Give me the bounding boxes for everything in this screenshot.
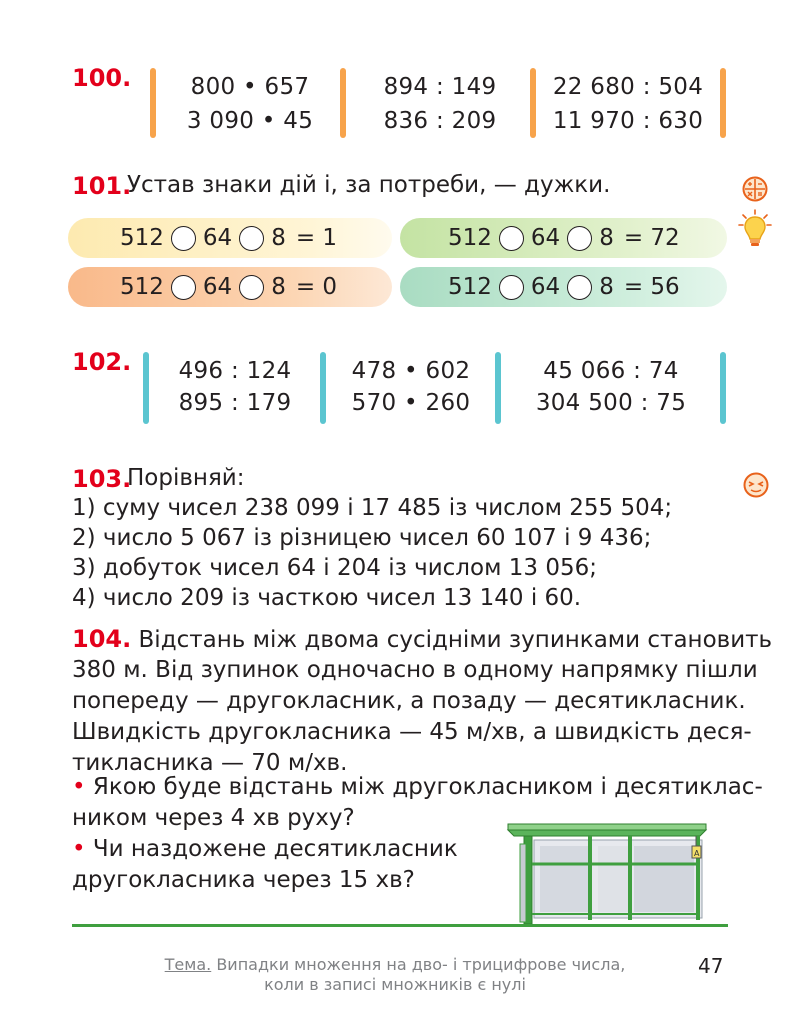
task-100-expr: 894 : 149 xyxy=(383,74,497,100)
svg-text:A: A xyxy=(694,849,700,858)
task-100-number: 100. xyxy=(72,64,132,92)
operand: 64 xyxy=(530,225,561,251)
operation-blank[interactable] xyxy=(499,226,524,251)
equation-4 xyxy=(400,267,727,307)
task-102-expr: 478 • 602 xyxy=(351,358,471,384)
divider xyxy=(495,352,501,424)
operand: 64 xyxy=(530,274,561,300)
task-100-expr: 3 090 • 45 xyxy=(186,108,314,134)
task-104-number: 104. xyxy=(72,625,132,653)
task-101-text: Устав знаки дій і, за потреби, — дужки. xyxy=(127,172,611,198)
operation-blank[interactable] xyxy=(499,275,524,300)
task-104-question-2-cont: другокласника через 15 хв? xyxy=(72,867,415,893)
bullet-icon: • xyxy=(72,774,86,800)
question-text: Якою буде відстань між другокласником і десятиклас- xyxy=(92,774,763,800)
task-104-line: Швидкість другокласника — 45 м/хв, а швидкість деся- xyxy=(72,719,752,745)
task-102-expr: 570 • 260 xyxy=(351,390,471,416)
divider xyxy=(720,68,726,138)
task-104-line xyxy=(72,625,773,653)
operand: 512 xyxy=(120,225,164,251)
operand: 8 xyxy=(271,274,286,300)
equation-1 xyxy=(68,218,392,258)
bullet-icon: • xyxy=(72,836,86,862)
result: = 0 xyxy=(295,274,338,300)
operand: 512 xyxy=(120,274,164,300)
task-102-expr: 895 : 179 xyxy=(178,390,292,416)
operation-blank[interactable] xyxy=(567,275,592,300)
operand: 8 xyxy=(599,225,614,251)
divider xyxy=(143,352,149,424)
operand: 64 xyxy=(202,274,233,300)
task-101-number: 101. xyxy=(72,172,132,200)
task-102-expr: 496 : 124 xyxy=(178,358,292,384)
task-100-expr: 22 680 : 504 xyxy=(552,74,704,100)
operation-blank[interactable] xyxy=(567,226,592,251)
divider xyxy=(340,68,346,138)
task-102-expr: 45 066 : 74 xyxy=(543,358,679,384)
task-104-line: тикласника — 70 м/хв. xyxy=(72,750,348,776)
task-104-line: 380 м. Від зупинок одночасно в одному напрямку пішли xyxy=(72,657,758,683)
task-103-item: 4) число 209 із часткою чисел 13 140 і 60. xyxy=(72,585,582,611)
divider xyxy=(320,352,326,424)
task-100-expr: 11 970 : 630 xyxy=(552,108,704,134)
page-number: 47 xyxy=(698,954,724,978)
operand: 8 xyxy=(271,225,286,251)
topic-label: Тема. xyxy=(164,955,212,974)
task-103-item: 3) добуток чисел 64 і 204 із числом 13 056; xyxy=(72,555,597,581)
task-104-question-2 xyxy=(72,836,458,862)
divider xyxy=(150,68,156,138)
task-102-number: 102. xyxy=(72,348,132,376)
operation-blank[interactable] xyxy=(239,275,264,300)
operand: 512 xyxy=(448,225,492,251)
task-103-item: 1) суму чисел 238 099 і 17 485 із числом 255 504; xyxy=(72,495,673,521)
operation-blank[interactable] xyxy=(171,226,196,251)
divider xyxy=(720,352,726,424)
result: = 1 xyxy=(295,225,338,251)
operand: 64 xyxy=(202,225,233,251)
ground-line xyxy=(72,924,728,927)
lightbulb-icon xyxy=(737,208,773,250)
operand: 512 xyxy=(448,274,492,300)
footer-topic xyxy=(150,955,640,974)
bus-stop-illustration xyxy=(500,818,712,928)
operation-blank[interactable] xyxy=(171,275,196,300)
result: = 72 xyxy=(623,225,680,251)
compare-face-icon xyxy=(743,472,769,498)
question-text: Чи наздожене десятикласник xyxy=(92,836,458,862)
equation-2 xyxy=(400,218,727,258)
footer-topic-line-2: коли в записі множників є нулі xyxy=(264,975,526,994)
equation-3 xyxy=(68,267,392,307)
operations-icon xyxy=(742,176,768,202)
task-104-text: Відстань між двома сусідніми зупинками становить xyxy=(138,627,773,653)
result: = 56 xyxy=(623,274,680,300)
task-102-expr: 304 500 : 75 xyxy=(535,390,687,416)
task-104-question-1 xyxy=(72,774,763,800)
task-103-item: 2) число 5 067 із різницею чисел 60 107 і 9 436; xyxy=(72,525,652,551)
task-103-title: Порівняй: xyxy=(127,465,245,491)
task-103-number: 103. xyxy=(72,465,132,493)
task-100-expr: 836 : 209 xyxy=(383,108,497,134)
operand: 8 xyxy=(599,274,614,300)
topic-line-1: Випадки множення на дво- і трицифрове числа, xyxy=(216,955,626,974)
task-104-question-1-cont: ником через 4 хв руху? xyxy=(72,805,355,831)
task-100-expr: 800 • 657 xyxy=(190,74,310,100)
operation-blank[interactable] xyxy=(239,226,264,251)
task-104-line: попереду — другокласник, а позаду — десятикласник. xyxy=(72,688,746,714)
